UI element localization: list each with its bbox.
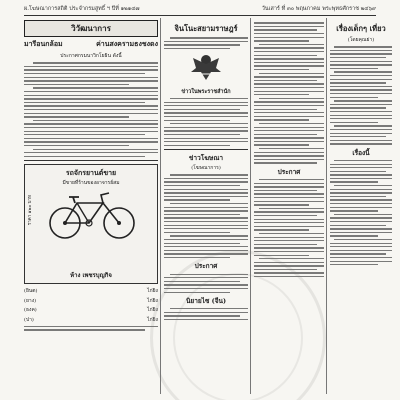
column-3: [254, 20, 324, 396]
headline-left: มารีอนกล้อม: [24, 39, 63, 48]
running-header-left: ผ.โฆษณาการสถิติ ประจำกรมสูทธิ์ ฯ ปีที่ ๑๒๑๔๗: [24, 6, 140, 12]
divider: [164, 149, 248, 150]
ad-subtitle: มีขายที่ร้านของอาจารย์สม: [62, 180, 120, 187]
running-header-right: วันเสาร์ ที่ ๓๐ พฤษภาคม พระพุทธศักราช ๒๔๖๙: [261, 6, 376, 12]
price-value: ไก่ยิง: [147, 297, 158, 304]
royal-crest: [164, 52, 248, 86]
price-item: (ธงค): [24, 307, 37, 314]
subline: ประกาศกรมนาวิกโยธิน ดังนี้: [60, 53, 122, 59]
price-row: [24, 287, 158, 295]
section-heading: ประกาศ: [277, 167, 301, 176]
article-body: [330, 46, 392, 144]
price-item: (ยาง): [24, 297, 37, 304]
article-body: [164, 308, 248, 320]
section-heading: ประกาศ: [194, 262, 218, 271]
price-row: [24, 306, 158, 314]
section-heading: ข่าวโฆษณา: [188, 153, 224, 162]
article-body: [164, 37, 248, 49]
column-title: เรื่องเด็กๆ เที่ยว: [336, 24, 386, 33]
headline-right: ค่านสงครามธงชงดง: [96, 39, 158, 48]
bicycle-illustration: [47, 189, 137, 241]
article-body: [254, 22, 324, 163]
column-2: [164, 20, 248, 396]
ad-title: รถจักรยานต์ขาย: [65, 168, 117, 178]
column-divider: [160, 18, 161, 394]
article-body: [164, 274, 248, 293]
price-list: [24, 287, 158, 324]
price-row: [24, 316, 158, 324]
price-value: ไก่ยิง: [147, 288, 158, 295]
article-body: [24, 62, 158, 157]
article-body: [164, 98, 248, 146]
column-divider: [250, 18, 251, 394]
running-header: [24, 4, 376, 14]
garuda-emblem-icon: [189, 52, 223, 82]
price-item: (ยินต): [24, 288, 38, 295]
article-body: [24, 326, 158, 331]
article-body: [254, 179, 324, 277]
column-title: จินโนะสยามราษฎร์: [174, 24, 238, 33]
divider: [24, 160, 158, 161]
column-byline: (โดยคุณย่า): [347, 37, 375, 43]
column-divider: [326, 18, 327, 394]
price-item: (ปา): [24, 316, 34, 323]
bicycle-advertisement: [24, 164, 158, 284]
ministry-label: ข่าวในพระราชสำนัก: [181, 88, 231, 95]
article-body: [164, 174, 248, 258]
section-subheading: (โฆษณาการ): [191, 164, 221, 171]
ad-vertical-text: ราคา ๑๒๐ บาท: [28, 195, 33, 226]
article-body: [330, 160, 392, 266]
headline-row: [24, 39, 158, 50]
column-4: [330, 20, 392, 396]
column-1: [24, 20, 158, 396]
section-heading: เรื่องนี้: [352, 148, 370, 157]
price-value: ไก่ยิง: [147, 307, 158, 314]
price-value: ไก่ยิง: [147, 316, 158, 323]
section-banner: วิวัฒนาการ: [24, 20, 158, 37]
header-rule: [24, 15, 376, 16]
price-row: [24, 297, 158, 305]
section-heading: นิยายไซ (จีน): [185, 296, 227, 305]
ad-shop-name: ห้าง เพชรบุญกิจ: [70, 272, 112, 280]
